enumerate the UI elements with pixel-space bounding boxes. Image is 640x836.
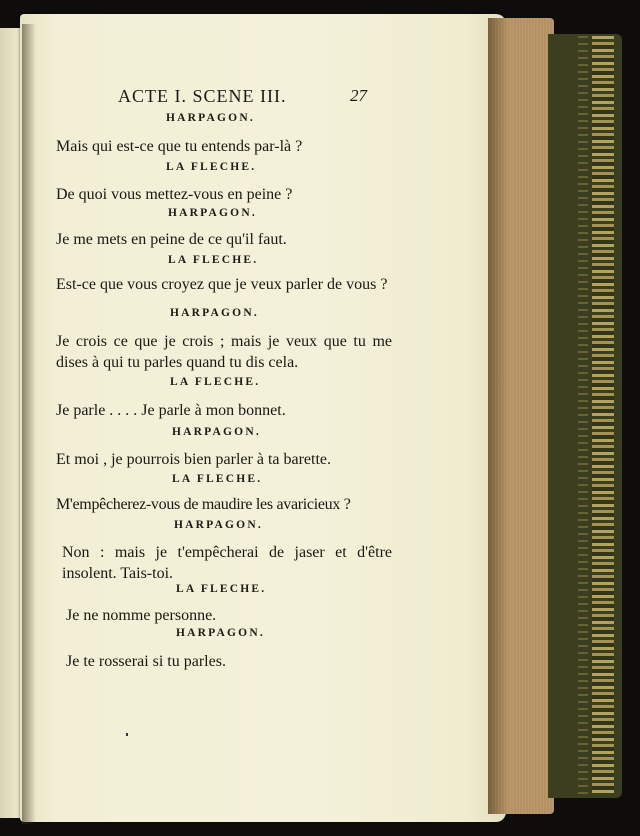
speaker-name: HARPAGON. [172, 426, 261, 438]
dialogue-line: Je parle . . . . Je parle à mon bonnet. [56, 402, 286, 419]
dialogue-line: Et moi , je pourrois bien parler à ta barette. [56, 451, 332, 468]
speaker-name: HARPAGON. [176, 627, 265, 639]
dialogue-line: Est-ce que vous croyez que je veux parler de vous ? [56, 276, 388, 293]
ink-speck [126, 733, 128, 736]
speaker-name: LA FLECHE. [168, 254, 259, 266]
speaker-name: HARPAGON. [174, 519, 263, 531]
dialogue-line: Mais qui est-ce que tu entends par-là ? [56, 138, 303, 155]
dialogue-line: M'empêcherez-vous de maudire les avaricieux ? [56, 496, 351, 513]
speaker-name: LA FLECHE. [166, 161, 257, 173]
dialogue-line: Je ne nomme personne. [66, 607, 217, 624]
cover-greek-key-border [592, 36, 614, 796]
dialogue-line: Je te rosserai si tu parles. [66, 653, 226, 670]
dialogue-line: Je me mets en peine de ce qu'il faut. [56, 231, 287, 248]
running-header: ACTE I. SCENE III. [118, 86, 287, 106]
speaker-name: HARPAGON. [166, 112, 255, 124]
dialogue-line: De quoi vous mettez-vous en peine ? [56, 186, 293, 203]
page-number: 27 [350, 86, 367, 105]
dialogue-line: Non : mais je t'empêcherai de jaser et d'être insolent. Tais-toi. [62, 544, 392, 582]
cover-border-inner [578, 36, 588, 796]
speaker-name: LA FLECHE. [176, 583, 267, 595]
page-gutter-shadow [22, 24, 36, 824]
speaker-name: LA FLECHE. [172, 473, 263, 485]
speaker-name: HARPAGON. [168, 207, 257, 219]
page-edge-shadow [488, 18, 508, 814]
dialogue-line: Je crois ce que je crois ; mais je veux que tu me dises à qui tu parles quand tu dis cela. [56, 333, 392, 371]
speaker-name: HARPAGON. [170, 307, 259, 319]
speaker-name: LA FLECHE. [170, 376, 261, 388]
